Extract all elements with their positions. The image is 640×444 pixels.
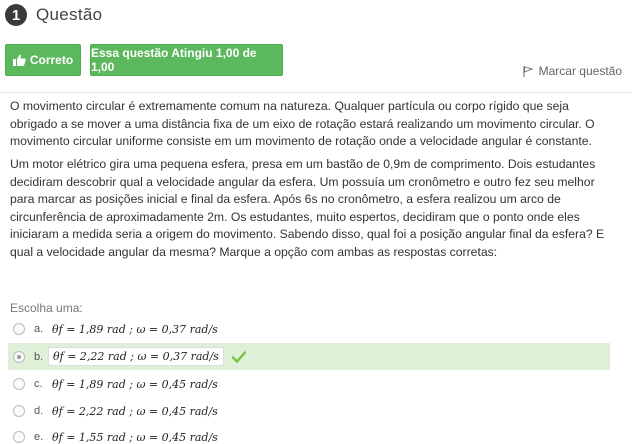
option-c-letter: c. — [34, 378, 43, 390]
option-c-radio[interactable] — [13, 378, 25, 390]
option-a-radio[interactable] — [13, 323, 25, 335]
option-b-formula: θf = 2,22 rad ; ω = 0,37 rad/s — [48, 347, 224, 366]
option-b-letter: b. — [34, 350, 44, 363]
option-e-formula: θf = 1,55 rad ; ω = 0,45 rad/s — [52, 430, 218, 444]
flag-question-link[interactable] — [523, 64, 622, 78]
question-title: Questão — [36, 5, 103, 24]
option-e-radio[interactable] — [13, 431, 25, 443]
option-a-letter: a. — [34, 323, 44, 335]
question-paragraph-1: O movimento circular é extremamente comum na natureza. Qualquer partícula ou corpo rígido que seja obrigado a se mover a uma distância fixa de um eixo de rotação estará realizando um movimento circular. O movimento circular uniforme consiste em um movimento de rotação onde a velocidade angular é constante. — [10, 99, 595, 148]
option-c-formula: θf = 1,89 rad ; ω = 0,45 rad/s — [52, 377, 218, 391]
option-d[interactable] — [10, 399, 610, 423]
thumbs-up-icon — [13, 54, 26, 66]
flag-icon — [523, 66, 533, 77]
option-d-radio[interactable] — [13, 405, 25, 417]
option-a[interactable] — [10, 317, 610, 341]
question-header — [5, 3, 102, 27]
correct-label: Correto — [29, 53, 74, 67]
choose-label: Escolha uma: — [10, 301, 83, 315]
question-paragraph-2: Um motor elétrico gira uma pequena esfera, presa em um bastão de 0,9m de comprimento. Dois estudantes decidiram descobrir qual a velocidade angular da esfera. Um possuía um cronômetro e outro fez seu melhor para marcar as posições inicial e final da esfera. Após 6s no cronômetro, a esfera realizou um arco de circunferência de aproximadamente 2m. Os estudantes, muito espertos, decidiram que o ponto onde eles iniciaram a medida seria a origem do movimento. Sabendo disso, qual foi a posição angular final da esfera? E qual a velocidade angular da mesma? Marque a opção com ambas as respostas corretas: — [10, 157, 605, 259]
question-number-badge: 1 — [5, 4, 27, 26]
option-a-formula: θf = 1,89 rad ; ω = 0,37 rad/s — [52, 322, 218, 336]
option-b-radio[interactable] — [13, 351, 25, 363]
option-e[interactable] — [10, 425, 610, 444]
checkmark-icon — [232, 351, 246, 363]
score-badge: Essa questão Atingiu 1,00 de 1,00 — [90, 44, 283, 76]
option-c[interactable] — [10, 372, 610, 396]
correct-badge — [5, 44, 81, 76]
question-content — [0, 92, 632, 444]
flag-label: Marcar questão — [538, 64, 622, 78]
option-e-letter: e. — [34, 431, 44, 443]
option-d-formula: θf = 2,22 rad ; ω = 0,45 rad/s — [52, 404, 218, 418]
option-d-letter: d. — [34, 405, 44, 417]
option-b[interactable] — [8, 343, 610, 370]
